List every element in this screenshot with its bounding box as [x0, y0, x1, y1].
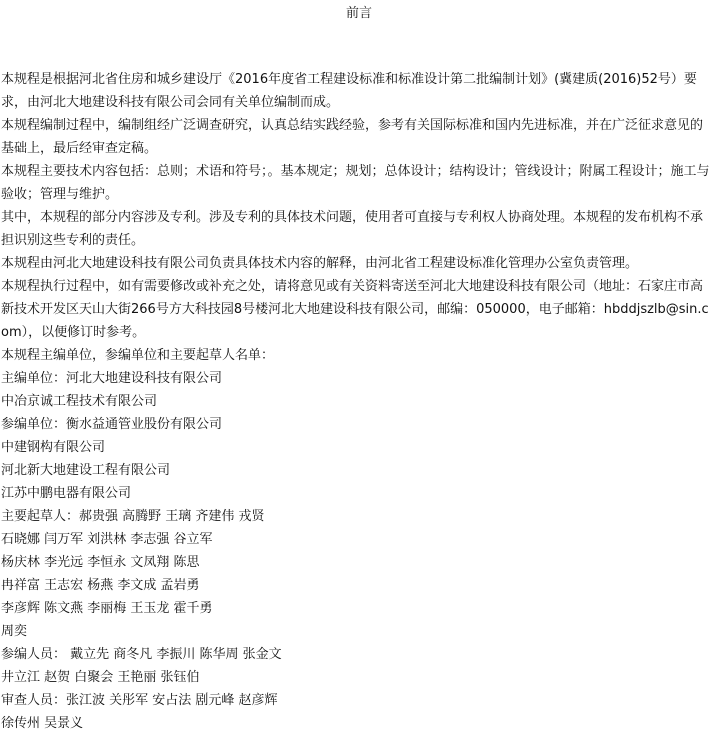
paragraph-compilation-process: 本规程编制过程中，编制组经广泛调查研究，认真总结实践经验，参考有关国际标准和国内先进标准，并在广泛征求意见的基础上，最后经审查定稿。 [1, 118, 704, 156]
paragraph-chief-unit: 主编单位：河北大地建设科技有限公司 [1, 371, 223, 386]
paragraph-main-content: 本规程主要技术内容包括：总则；术语和符号；。基本规定；规划；总体设计；结构设计；管线设计；附属工程设计；施工与验收；管理与维护。 [1, 164, 710, 202]
paragraph-participating-unit: 参编单位：衡水益通管业股份有限公司 [1, 417, 223, 432]
paragraph-reviewers: 审查人员：张江波 关彤军 安占法 剧元峰 赵彦辉 [1, 693, 278, 708]
paragraph-drafters-3: 杨庆林 李光远 李恒永 文凤翔 陈思 [1, 555, 200, 570]
paragraph-participating-unit-2: 中建钢构有限公司 [1, 440, 106, 455]
paragraph-participating-unit-4: 江苏中鹏电器有限公司 [1, 486, 132, 501]
paragraph-drafters-6: 周奕 [1, 624, 28, 639]
document-body [1, 68, 715, 735]
paragraph-compilation-basis: 本规程是根据河北省住房和城乡建设厅《2016年度省工程建设标准和标准设计第二批编制计划》(冀建质(2016)52号）要求，由河北大地建设科技有限公司会同有关单位编制而成。 [1, 72, 697, 110]
paragraph-drafters-2: 石晓娜 闫万军 刘洪林 李志强 谷立军 [1, 532, 213, 547]
paragraph-participants: 参编人员： 戴立先 商冬凡 李振川 陈华周 张金文 [1, 647, 282, 662]
paragraph-drafters-5: 李彦辉 陈文燕 李丽梅 王玉龙 霍千勇 [1, 601, 213, 616]
paragraph-feedback-contact: 本规程执行过程中，如有需要修改或补充之处，请将意见或有关资料寄送至河北大地建设科技有限公司（地址：石家庄市高新技术开发区天山大街266号方大科技园8号楼河北大地建设科技有限公司，邮编：050000，电子邮箱：hbddjszlb@sin.com），以便修订时参考。 [1, 279, 709, 340]
paragraph-interpretation: 本规程由河北大地建设科技有限公司负责具体技术内容的解释，由河北省工程建设标准化管理办公室负责管理。 [1, 256, 639, 271]
paragraph-chief-unit-2: 中冶京诚工程技术有限公司 [1, 394, 158, 409]
paragraph-patent-notice: 其中，本规程的部分内容涉及专利。涉及专利的具体技术问题，使用者可直接与专利权人协商处理。本规程的发布机构不承担识别这些专利的责任。 [1, 210, 704, 248]
document-title: 前言 [345, 6, 372, 21]
paragraph-reviewers-2: 徐传州 吴景义 [1, 716, 84, 731]
paragraph-drafters: 主要起草人：郝贵强 高腾野 王璃 齐建伟 戎贤 [1, 509, 265, 524]
paragraph-participants-2: 井立江 赵贺 白聚会 王艳丽 张钰伯 [1, 670, 200, 685]
paragraph-units-intro: 本规程主编单位，参编单位和主要起草人名单： [1, 348, 275, 363]
paragraph-drafters-4: 冉祥富 王志宏 杨燕 李文成 孟岩勇 [1, 578, 200, 593]
paragraph-participating-unit-3: 河北新大地建设工程有限公司 [1, 463, 171, 478]
